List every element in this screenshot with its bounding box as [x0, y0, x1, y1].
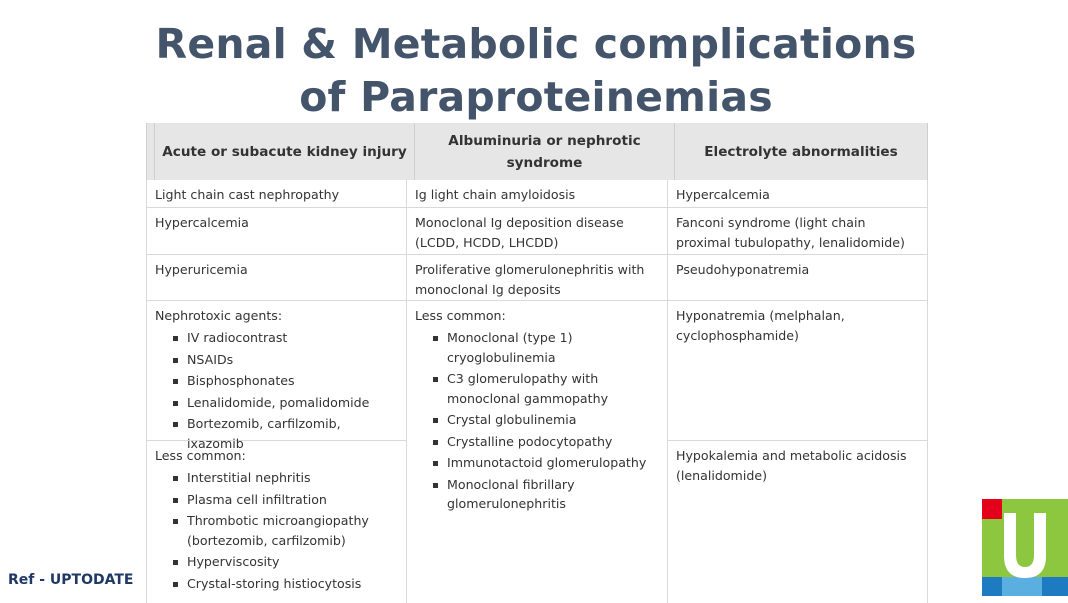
list-item: Crystal globulinemia	[415, 410, 659, 430]
hyponatremia-cell: Hyponatremia (melphalan, cyclophosphamide)	[668, 301, 928, 441]
list-item: NSAIDs	[155, 350, 398, 370]
list-item: Immunotactoid glomerulopathy	[415, 453, 659, 473]
list-item: Thrombotic microangiopathy (bortezomib, carfilzomib)	[155, 511, 398, 550]
nephrotoxic-agents-list	[155, 328, 398, 453]
list-item: Bortezomib, carfilzomib, ixazomib	[155, 414, 398, 453]
list-item: Plasma cell infiltration	[155, 490, 398, 510]
list-item: IV radiocontrast	[155, 328, 398, 348]
nephrotoxic-agents-cell	[146, 301, 407, 451]
aki-less-common-cell	[146, 441, 407, 603]
table-cell: Hypercalcemia	[146, 208, 407, 255]
nephrotic-less-common-label: Less common:	[415, 308, 506, 323]
aki-less-common-list	[155, 468, 398, 593]
table-cell: Fanconi syndrome (light chain proximal tubulopathy, lenalidomide)	[668, 208, 928, 255]
slide-title-line-1: Renal & Metabolic complications	[155, 20, 917, 68]
list-item: Lenalidomide, pomalidomide	[155, 393, 398, 413]
reference-note: Ref - UPTODATE	[8, 572, 134, 588]
list-item: Monoclonal (type 1) cryoglobulinemia	[415, 328, 659, 367]
header-albuminuria-nephrotic: Albuminuria or nephrotic syndrome	[415, 123, 675, 180]
table-cell: Hypercalcemia	[668, 180, 928, 208]
table-cell: Light chain cast nephropathy	[146, 180, 407, 208]
hypokalemia-cell: Hypokalemia and metabolic acidosis (lenalidomide)	[668, 441, 928, 603]
complications-table	[146, 123, 928, 603]
university-u-logo-icon	[982, 499, 1068, 596]
header-electrolyte-abnormalities: Electrolyte abnormalities	[675, 123, 928, 180]
list-item: Interstitial nephritis	[155, 468, 398, 488]
nephrotoxic-agents-label: Nephrotoxic agents:	[155, 308, 283, 323]
aki-less-common-label: Less common:	[155, 448, 246, 463]
list-item: Monoclonal fibrillary glomerulonephritis	[415, 475, 659, 514]
list-item: Crystal-storing histiocytosis	[155, 574, 398, 594]
table-cell: Hyperuricemia	[146, 255, 407, 301]
table-cell: Monoclonal Ig deposition disease (LCDD, HCDD, LHCDD)	[407, 208, 668, 255]
table-cell: Ig light chain amyloidosis	[407, 180, 668, 208]
slide-title	[0, 18, 1068, 124]
table-cell: Proliferative glomerulonephritis with monoclonal Ig deposits	[407, 255, 668, 301]
list-item: Crystalline podocytopathy	[415, 432, 659, 452]
header-acute-kidney-injury: Acute or subacute kidney injury	[146, 123, 415, 180]
nephrotic-less-common-cell	[407, 301, 668, 603]
list-item: Bisphosphonates	[155, 371, 398, 391]
list-item: Hyperviscosity	[155, 552, 398, 572]
slide-title-line-2: of Paraproteinemias	[299, 73, 773, 121]
nephrotic-less-common-list	[415, 328, 659, 514]
list-item: C3 glomerulopathy with monoclonal gammopathy	[415, 369, 659, 408]
table-cell: Pseudohyponatremia	[668, 255, 928, 301]
